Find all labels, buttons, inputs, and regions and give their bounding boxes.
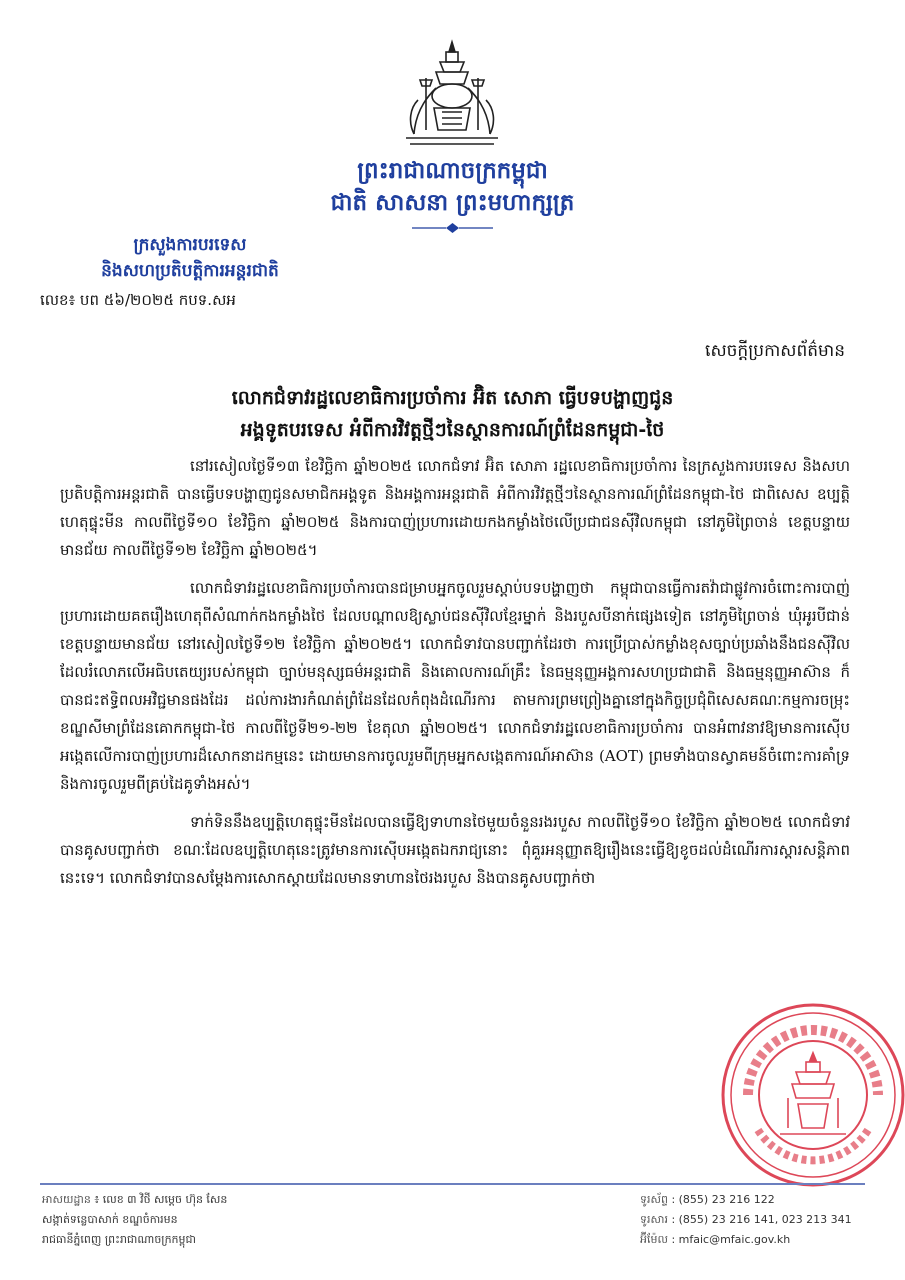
paragraph-2: លោកជំទាវរដ្ឋលេខាធិការប្រចាំការបានជម្រាបអ្នកចូលរួមស្តាប់បទបង្ហាញថា កម្ពុជាបានធ្វើការតវ៉ាជាផ្លូវការចំពោះការបាញ់ប្រហារដោយគតរឿងហេតុពីសំណាក់កងកម្លាំងថៃ ដែលបណ្តាលឱ្យស្លាប់ជនស៊ីវិលខ្មែរម្នាក់ និងរបួសបីនាក់ផ្សេងទៀត នៅភូមិព្រៃចាន់ ឃុំអូរបីជាន់ ខេត្តបន្ទាយមានជ័យ នៅរសៀលថ្ងៃទី១២ ខែវិច្ឆិកា ឆ្នាំ២០២៥។ លោកជំទាវបានបញ្ជាក់ដែរថា ការប្រើប្រាស់កម្លាំងខុសច្បាប់ប្រឆាំងនឹងជនស៊ីវិល ដែលរំលោភលើអធិបតេយ្យរបស់កម្ពុជា ច្បាប់មនុស្សធម៌អន្តរជាតិ និងគោលការណ៍គ្រឹះ នៃធម្មនុញ្ញអង្គការសហប្រជាជាតិ និងធម្មនុញ្ញអាស៊ាន ក៏បានជះឥទ្ធិពលអវិជ្ជមានផងដែរ ដល់ការងារកំណត់ព្រំដែនដែលកំពុងដំណើរការ តាមការព្រមព្រៀងគ្នានៅក្នុងកិច្ចប្រជុំពិសេសគណៈកម្មការចម្រុះខណ្ឌសីមាព្រំដែនគោកកម្ពុជា-ថៃ កាលពីថ្ងៃទី២១-២២ ខែតុលា ឆ្នាំ២០២៥។ លោកជំទាវរដ្ឋលេខាធិការប្រចាំការ បានអំពាវនាវឱ្យមានការស៊ើបអង្កេតលើការបាញ់ប្រហារដ៏សោកនាដកម្មនេះ ដោយមានការចូលរួមពីក្រុមអ្នកសង្កេតការណ៍អាស៊ាន (AOT) ព្រមទាំងបានស្វាគមន៍ចំពោះការគាំទ្រ និងការចូលរួមពីគ្រប់ដៃគូទាំងអស់។	[60, 579, 850, 793]
email-label: អ៊ីម៉ែល	[640, 1233, 668, 1246]
fax-number: (855) 23 216 141, 023 213 341	[678, 1213, 852, 1226]
headline	[60, 382, 845, 446]
headline-line2: អង្គទូតបរទេស អំពីការវិវត្តថ្មីៗនៃស្ថានការណ៍ព្រំដែនកម្ពុជា-ថៃ	[240, 419, 665, 441]
phone-label: ទូរស័ព្ទ	[640, 1193, 668, 1206]
email-address[interactable]: mfaic@mfaic.gov.kh	[678, 1233, 791, 1246]
address-line3: រាជធានីភ្នំពេញ ព្រះរាជាណាចក្រកម្ពុជា	[42, 1233, 196, 1246]
ministry-name-line1: ក្រសួងការបរទេស	[133, 235, 247, 255]
footer-divider	[40, 1183, 865, 1185]
royal-emblem-icon	[396, 38, 508, 148]
phone-number: (855) 23 216 122	[678, 1193, 775, 1206]
ministry-block	[40, 232, 340, 284]
fax-label: ទូរសារ	[640, 1213, 668, 1226]
body-text	[60, 452, 850, 902]
headline-line1: លោកជំទាវរដ្ឋលេខាធិការប្រចាំការ អ៊ិត សោភា ធ្វើបទបង្ហាញជូន	[231, 387, 674, 409]
ministry-name-line2: និងសហប្រតិបត្តិការអន្តរជាតិ	[101, 261, 279, 281]
footer-contacts: ទូរស័ព្ទ : (855) 23 216 122 ទូរសារ : (855) 23 216 141, 023 213 341 អ៊ីម៉ែល : mfaic@mfaic.gov.kh	[640, 1193, 852, 1246]
address-label: អាសយដ្ឋាន	[42, 1193, 91, 1206]
kingdom-name: ព្រះរាជាណាចក្រកម្ពុជា	[357, 158, 548, 184]
paragraph-3: ទាក់ទិននឹងឧប្បត្តិហេតុផ្ទុះមីនដែលបានធ្វើឱ្យទាហានថៃមួយចំនួនរងរបួស កាលពីថ្ងៃទី១០ ខែវិច្ឆិកា ឆ្នាំ២០២៥ លោកជំទាវបានគូសបញ្ជាក់ថា ខណៈដែលឧប្បត្តិហេតុនេះត្រូវមានការស៊ើបអង្កេតឯករាជ្យនោះ ពុំគួរអនុញ្ញាតឱ្យរឿងនេះធ្វើឱ្យខូចដល់ដំណើរការស្តារសន្តិភាពនេះទេ។ លោកជំទាវបានសម្តែងការសោកស្តាយដែលមានទាហានថៃរងរបួស និងបានគូសបញ្ជាក់ថា	[60, 813, 850, 887]
paragraph-1: នៅរសៀលថ្ងៃទី១៣ ខែវិច្ឆិកា ឆ្នាំ២០២៥ លោកជំទាវ អ៊ិត សោភា រដ្ឋលេខាធិការប្រចាំការ នៃក្រសួងការបរទេស និងសហប្រតិបត្តិការអន្តរជាតិ បានធ្វើបទបង្ហាញជូនសមាជិកអង្គទូត និងអង្គការអន្តរជាតិ អំពីការវិវត្តថ្មីៗនៃស្ថានការណ៍ព្រំដែនកម្ពុជា-ថៃ ជាពិសេស ឧប្បត្តិហេតុផ្ទុះមីន កាលពីថ្ងៃទី១០ ខែវិច្ឆិកា ឆ្នាំ២០២៥ និងការបាញ់ប្រហារដោយកងកម្លាំងថៃលើប្រជាជនស៊ីវិលកម្ពុជា នៅភូមិព្រៃចាន់ ខេត្តបន្ទាយមានជ័យ កាលពីថ្ងៃទី១២ ខែវិច្ឆិកា ឆ្នាំ២០២៥។	[60, 457, 850, 559]
document-type-label: សេចក្តីប្រកាសព័ត៌មាន	[705, 341, 845, 361]
official-seal-icon	[718, 1000, 905, 1190]
address-line2: សង្កាត់ទន្លេបាសាក់ ខណ្ឌចំការមន	[42, 1213, 178, 1226]
address-line1: លេខ ៣ វិថី សម្តេច ហ៊ុន សែន	[102, 1193, 228, 1206]
ornament-divider-icon	[410, 222, 495, 234]
national-motto: ជាតិ សាសនា ព្រះមហាក្សត្រ	[330, 190, 575, 216]
kingdom-header	[0, 155, 905, 219]
footer-address: អាសយដ្ឋាន ៖ លេខ ៣ វិថី សម្តេច ហ៊ុន សែន សង្កាត់ទន្លេបាសាក់ ខណ្ឌចំការមន រាជធានីភ្នំពេញ ព្រះរាជាណាចក្រកម្ពុជា	[42, 1190, 462, 1250]
reference-number: លេខ៖ បព ៥៦/២០២៥ កបទ.សអ	[40, 291, 236, 309]
